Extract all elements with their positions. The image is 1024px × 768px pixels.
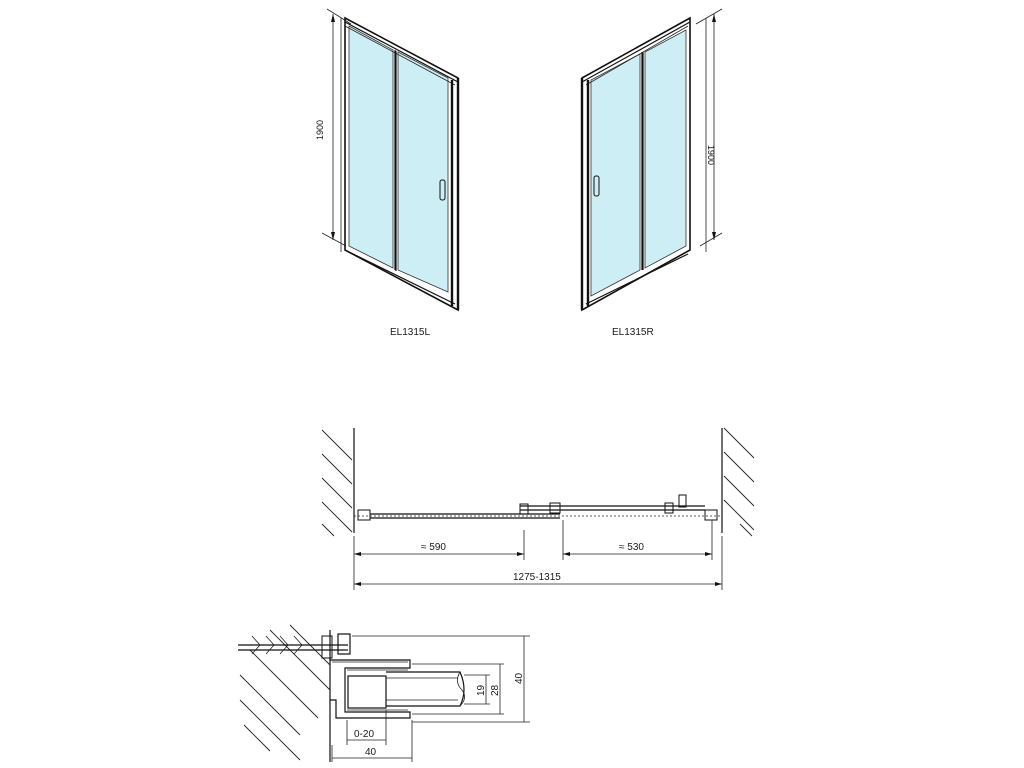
height-dimension-left: 1900 <box>315 119 325 140</box>
plan-dim-left: ≈ 590 <box>421 542 446 553</box>
height-dimension-right: 1900 <box>706 145 716 166</box>
detail-dim-28: 28 <box>490 684 501 696</box>
glass-panel-right-b <box>645 30 686 268</box>
plan-dim-total: 1275-1315 <box>513 572 561 583</box>
plan-view <box>322 428 754 590</box>
detail-dim-0-20: 0-20 <box>354 729 375 740</box>
label-el1315r: EL1315R <box>612 327 654 338</box>
glass-panel-right-a <box>591 54 640 296</box>
detail-dim-40-horizontal: 40 <box>365 747 377 758</box>
label-el1315l: EL1315L <box>390 327 431 338</box>
glass-panel-left-a <box>349 26 393 268</box>
detail-dim-40-vertical: 40 <box>514 672 525 684</box>
glass-panel-left-b <box>398 52 448 292</box>
right-perspective-view <box>582 9 722 338</box>
left-perspective-view <box>315 9 458 338</box>
detail-dim-19: 19 <box>476 684 487 696</box>
profile-detail-view <box>238 625 530 762</box>
plan-dim-right: ≈ 530 <box>619 542 644 553</box>
